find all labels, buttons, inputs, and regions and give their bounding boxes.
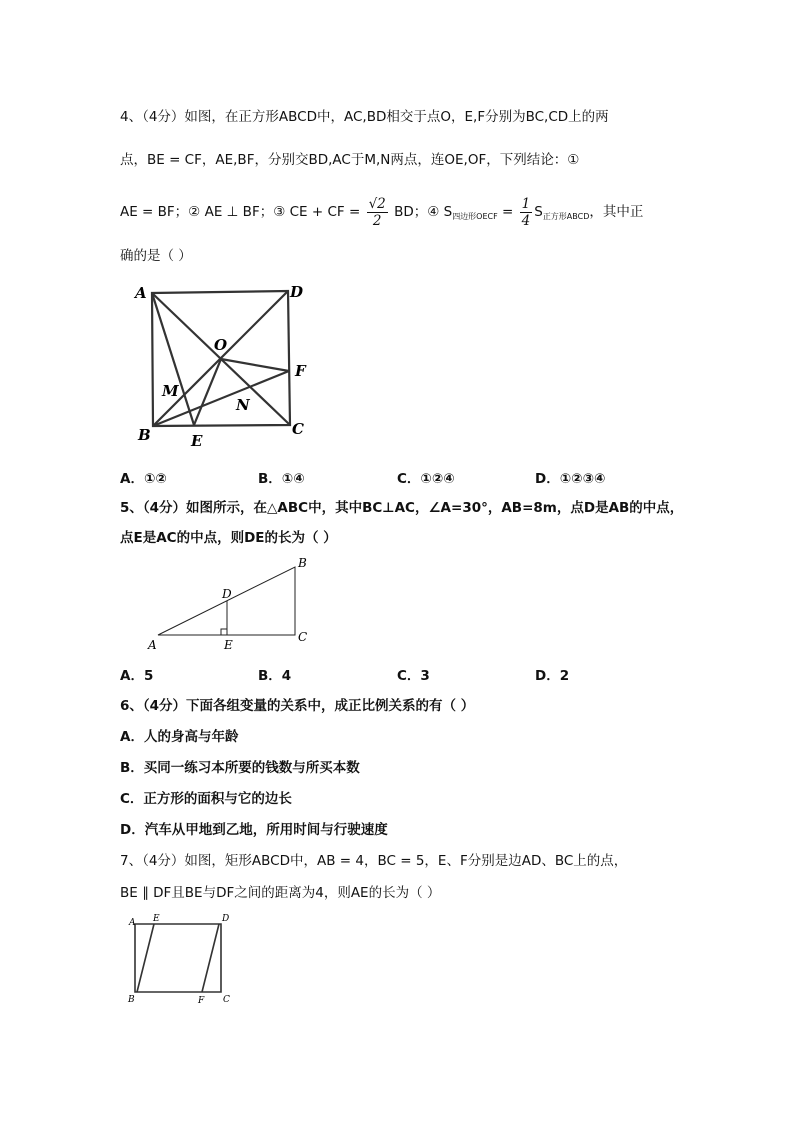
q7-rectangle-diagram (125, 910, 237, 1008)
q6-option-b[interactable]: B．买同一练习本所要的钱数与所买本数 (120, 760, 360, 776)
q4-label-F: F (295, 362, 306, 380)
q4-line4: 确的是（ ） (120, 248, 192, 264)
q4-label-B: B (138, 426, 151, 444)
q4-line2: 点，BE = CF，AE,BF，分别交BD,AC于M,N两点，连OE,OF，下列结论：① (120, 152, 580, 168)
q4-choices (120, 467, 680, 487)
q7-label-E: E (153, 914, 160, 924)
q4-choice-b[interactable]: B．①④ (258, 471, 305, 487)
q5-label-E: E (224, 638, 233, 652)
q4-choice-a[interactable]: A．①② (120, 471, 167, 487)
q7-line2: BE ∥ DF且BE与DF之间的距离为4，则AE的长为（ ） (120, 885, 441, 901)
q4-label-D: D (290, 283, 304, 301)
q5-choice-c[interactable]: C．3 (397, 668, 430, 684)
q5-triangle-diagram (140, 555, 320, 655)
q4-line3 (120, 192, 680, 232)
q7-label-A: A (129, 918, 136, 928)
q4-fraction-sqrt2-over-2: $\frac{√2}{2}$ (368, 195, 386, 229)
q5-label-D: D (222, 587, 232, 601)
q5-choice-b[interactable]: B．4 (258, 668, 292, 684)
q4-label-E: E (191, 432, 203, 450)
q6-option-a[interactable]: A．人的身高与年龄 (120, 729, 239, 745)
q4-eq: = (497, 204, 518, 220)
q4-fraction-1-over-4: $\frac{1}{4}$ (521, 195, 531, 229)
q6-option-c[interactable]: C．正方形的面积与它的边长 (120, 791, 292, 807)
q4-choice-c[interactable]: C．①②④ (397, 471, 455, 487)
q7-line1: 7、（4分）如图，矩形ABCD中，AB = 4，BC = 5，E、F分别是边AD、BC上的点， (120, 853, 628, 869)
q7-label-C: C (223, 995, 230, 1005)
q4-label-C: C (292, 420, 304, 438)
q4-label-O: O (214, 336, 228, 354)
q4-line3-b: BD；④ S (394, 204, 453, 220)
q5-choices (120, 664, 680, 684)
q6-line1: 6、（4分）下面各组变量的关系中，成正比例关系的有（ ） (120, 698, 475, 714)
q4-line3-a: AE = BF；② AE ⊥ BF；③ CE + CF = (120, 204, 361, 220)
q4-label-N: N (236, 396, 250, 414)
q5-label-C: C (298, 630, 308, 644)
q7-label-D: D (222, 914, 230, 924)
q4-s2: S (534, 204, 543, 220)
q4-square-diagram (125, 280, 325, 450)
q4-line3-c: ，其中正 (589, 204, 644, 220)
q7-label-F: F (198, 996, 205, 1006)
q4-label-A: A (135, 284, 147, 302)
q5-line1: 5、（4分）如图所示，在△ABC中，其中BC⊥AC，∠A=30°，AB=8m，点D是AB的中点， (120, 500, 684, 516)
q5-line2: 点E是AC的中点，则DE的长为（ ） (120, 530, 337, 546)
q4-label-M: M (162, 382, 179, 400)
q4-choice-d[interactable]: D．①②③④ (535, 471, 606, 487)
q5-choice-d[interactable]: D．2 (535, 668, 570, 684)
q4-sub1: 四边形OECF (452, 212, 498, 221)
q7-label-B: B (128, 995, 135, 1005)
q5-choice-a[interactable]: A．5 (120, 668, 154, 684)
q4-line1: 4、（4分）如图，在正方形ABCD中，AC,BD相交于点O，E,F分别为BC,CD上的两 (120, 109, 609, 125)
q6-option-d[interactable]: D．汽车从甲地到乙地，所用时间与行驶速度 (120, 822, 388, 838)
q5-label-A: A (148, 638, 157, 652)
q5-label-B: B (298, 556, 307, 570)
q4-sub2: 正方形ABCD (542, 212, 590, 221)
